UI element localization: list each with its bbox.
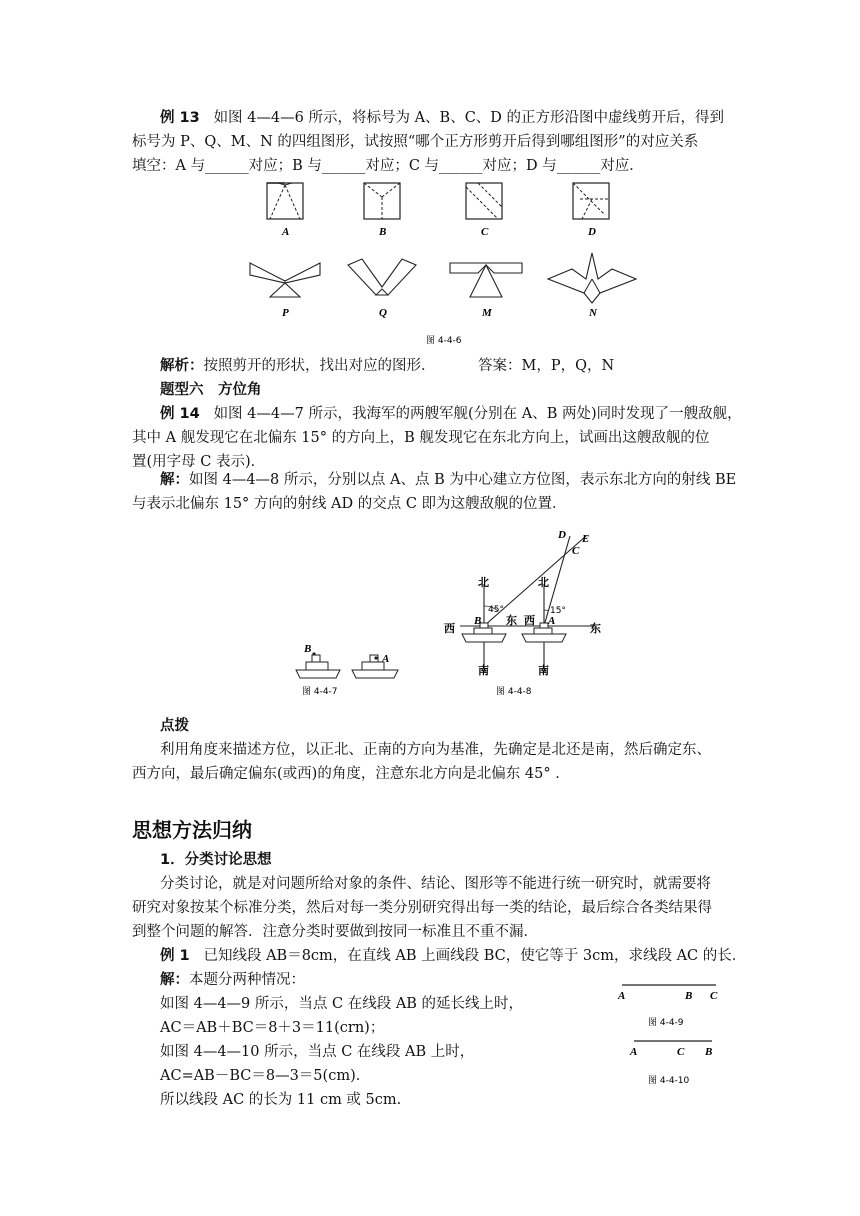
point-d-label: D bbox=[558, 529, 566, 541]
solution-intro: 本题分两种情况： bbox=[189, 972, 305, 988]
point-a-label: A bbox=[548, 615, 556, 627]
example-14-line3: 置(用字母 C 表示)． bbox=[132, 454, 266, 470]
figure-4-4-9-caption: 图 4-4-9 bbox=[648, 1018, 684, 1028]
example-label: 例 14 bbox=[160, 406, 200, 422]
analysis-label: 解析： bbox=[160, 358, 204, 374]
angle-45-label: 45° bbox=[488, 605, 504, 615]
square-a-label: A bbox=[282, 226, 290, 238]
ship-a bbox=[352, 653, 398, 678]
ship-b-label: B bbox=[304, 643, 312, 655]
square-b-label: B bbox=[379, 226, 387, 238]
shape-p-label: P bbox=[282, 307, 289, 319]
square-d-label: D bbox=[588, 226, 596, 238]
north-label-b: 北 bbox=[478, 576, 489, 589]
section-1-line2: 研究对象按某个标准分类，然后对每一类分别研究得出每一类的结论，最后综合各类结果得 bbox=[132, 900, 712, 916]
square-b bbox=[364, 183, 400, 238]
solution-1-line1: 如图 4—4—9 所示，当点 C 在线段 AB 的延长线上时， bbox=[160, 996, 524, 1012]
west-label-left: 西 bbox=[444, 622, 455, 635]
example-13-line1 bbox=[160, 106, 724, 130]
point-e-label: E bbox=[582, 533, 590, 545]
solution-1-line5: 所以线段 AC 的长为 11 cm 或 5cm. bbox=[160, 1092, 402, 1108]
section-1-line1: 分类讨论，就是对问题所给对象的条件、结论、图形等不能进行统一研究时，就需要将 bbox=[160, 876, 711, 892]
figure-4-4-7-caption: 图 4-4-7 bbox=[302, 687, 338, 697]
point-a-label: A bbox=[630, 1046, 638, 1058]
figure-4-4-8-caption: 图 4-4-8 bbox=[496, 687, 532, 697]
point-b-label: B bbox=[685, 990, 693, 1002]
north-label-a: 北 bbox=[538, 576, 549, 589]
example-text: 已知线段 AB＝8cm，在直线 AB 上画线段 BC，使它等于 3cm，求线段 AC 的长． bbox=[203, 948, 747, 964]
type-6-heading: 题型六 方位角 bbox=[160, 382, 262, 398]
example-13-line2: 标号为 P、Q、M、N 的四组图形，试按照“哪个正方形剪开后得到哪组图形”的对应关系 bbox=[132, 134, 699, 150]
point-c-label: C bbox=[710, 990, 718, 1002]
shape-q bbox=[348, 259, 416, 319]
square-c-label: C bbox=[481, 226, 489, 238]
west-label-mid: 西 bbox=[524, 614, 535, 627]
example-text: 如图 4—4—7 所示，我海军的两艘军舰(分别在 A、B 两处)同时发现了一艘敌舰， bbox=[213, 406, 742, 422]
solution-1-line3: 如图 4—4—10 所示，当点 C 在线段 AB 上时， bbox=[160, 1044, 475, 1060]
tip-title: 点拨 bbox=[160, 718, 189, 734]
solution-label: 解： bbox=[160, 972, 189, 988]
shape-q-label: Q bbox=[379, 307, 387, 319]
shape-n bbox=[548, 253, 636, 319]
section-1-title: 1．分类讨论思想 bbox=[160, 852, 272, 868]
point-c-label: C bbox=[572, 545, 580, 557]
section-1-line3: 到整个问题的解答．注意分类时要做到按同一标准且不重不漏． bbox=[132, 924, 538, 940]
figure-4-4-7 bbox=[290, 640, 410, 700]
south-label-b: 南 bbox=[478, 664, 489, 677]
point-c-label: C bbox=[677, 1046, 685, 1058]
square-d bbox=[573, 183, 609, 238]
analysis-text: 按照剪开的形状，找出对应的图形． bbox=[203, 358, 436, 374]
east-label-right: 东 bbox=[590, 622, 601, 635]
point-a-label: A bbox=[618, 990, 626, 1002]
example-14-line2: 其中 A 舰发现它在北偏东 15° 的方向上，B 舰发现它在东北方向上，试画出这艘敌舰的位 bbox=[132, 430, 710, 446]
shape-m bbox=[450, 263, 522, 319]
figure-4-4-9 bbox=[612, 975, 732, 1031]
answer-13: 答案：M，P，Q，N bbox=[478, 358, 615, 374]
figure-4-4-10-caption: 图 4-4-10 bbox=[648, 1076, 690, 1086]
solution-14-line2: 与表示北偏东 15° 方向的射线 AD 的交点 C 即为这艘敌舰的位置． bbox=[132, 496, 567, 512]
square-a bbox=[267, 183, 303, 238]
solution-1-line2: AC＝AB＋BC＝8＋3＝11(crn)； bbox=[160, 1020, 385, 1036]
ship-a-label: A bbox=[382, 653, 390, 665]
ship-b bbox=[296, 643, 340, 678]
square-c bbox=[466, 183, 502, 238]
figure-4-4-8 bbox=[440, 522, 615, 702]
analysis-13 bbox=[160, 354, 436, 378]
tip-line1: 利用角度来描述方位，以正北、正南的方向为基准，先确定是北还是南，然后确定东、 bbox=[160, 742, 711, 758]
figure-4-4-10 bbox=[620, 1033, 730, 1089]
south-label-a: 南 bbox=[538, 664, 549, 677]
shape-m-label: M bbox=[482, 307, 492, 319]
figure-4-4-6-caption: 图 4-4-6 bbox=[426, 336, 462, 346]
example-label: 例 13 bbox=[160, 110, 200, 126]
example-label: 例 1 bbox=[160, 948, 190, 964]
solution-text: 如图 4—4—8 所示，分别以点 A、点 B 为中心建立方位图，表示东北方向的射线 BE bbox=[189, 472, 737, 488]
example-text: 如图 4—4—6 所示，将标号为 A、B、C、D 的正方形沿图中虚线剪开后，得到 bbox=[213, 110, 725, 126]
figure-4-4-6 bbox=[230, 175, 650, 347]
tip-line2: 西方向，最后确定偏东(或西)的角度，注意东北方向是北偏东 45° ． bbox=[132, 766, 570, 782]
section-heading: 思想方法归纳 bbox=[132, 818, 252, 842]
shape-p bbox=[250, 263, 320, 319]
point-b-label: B bbox=[705, 1046, 713, 1058]
east-label-mid: 东 bbox=[506, 614, 517, 627]
example-1 bbox=[160, 944, 746, 968]
solution-label: 解： bbox=[160, 472, 189, 488]
solution-1-line4: AC=AB－BC＝8—3＝5(cm)． bbox=[160, 1068, 371, 1084]
example-14-line1 bbox=[160, 402, 742, 426]
example-13-line3: 填空：A 与______对应；B 与______对应；C 与______对应；D 与______对应． bbox=[132, 158, 644, 174]
point-b-label: B bbox=[474, 615, 482, 627]
solution-1-intro bbox=[160, 968, 305, 992]
shape-n-label: N bbox=[589, 307, 597, 319]
angle-15-label: 15° bbox=[550, 606, 566, 616]
solution-14-line1 bbox=[160, 468, 736, 492]
